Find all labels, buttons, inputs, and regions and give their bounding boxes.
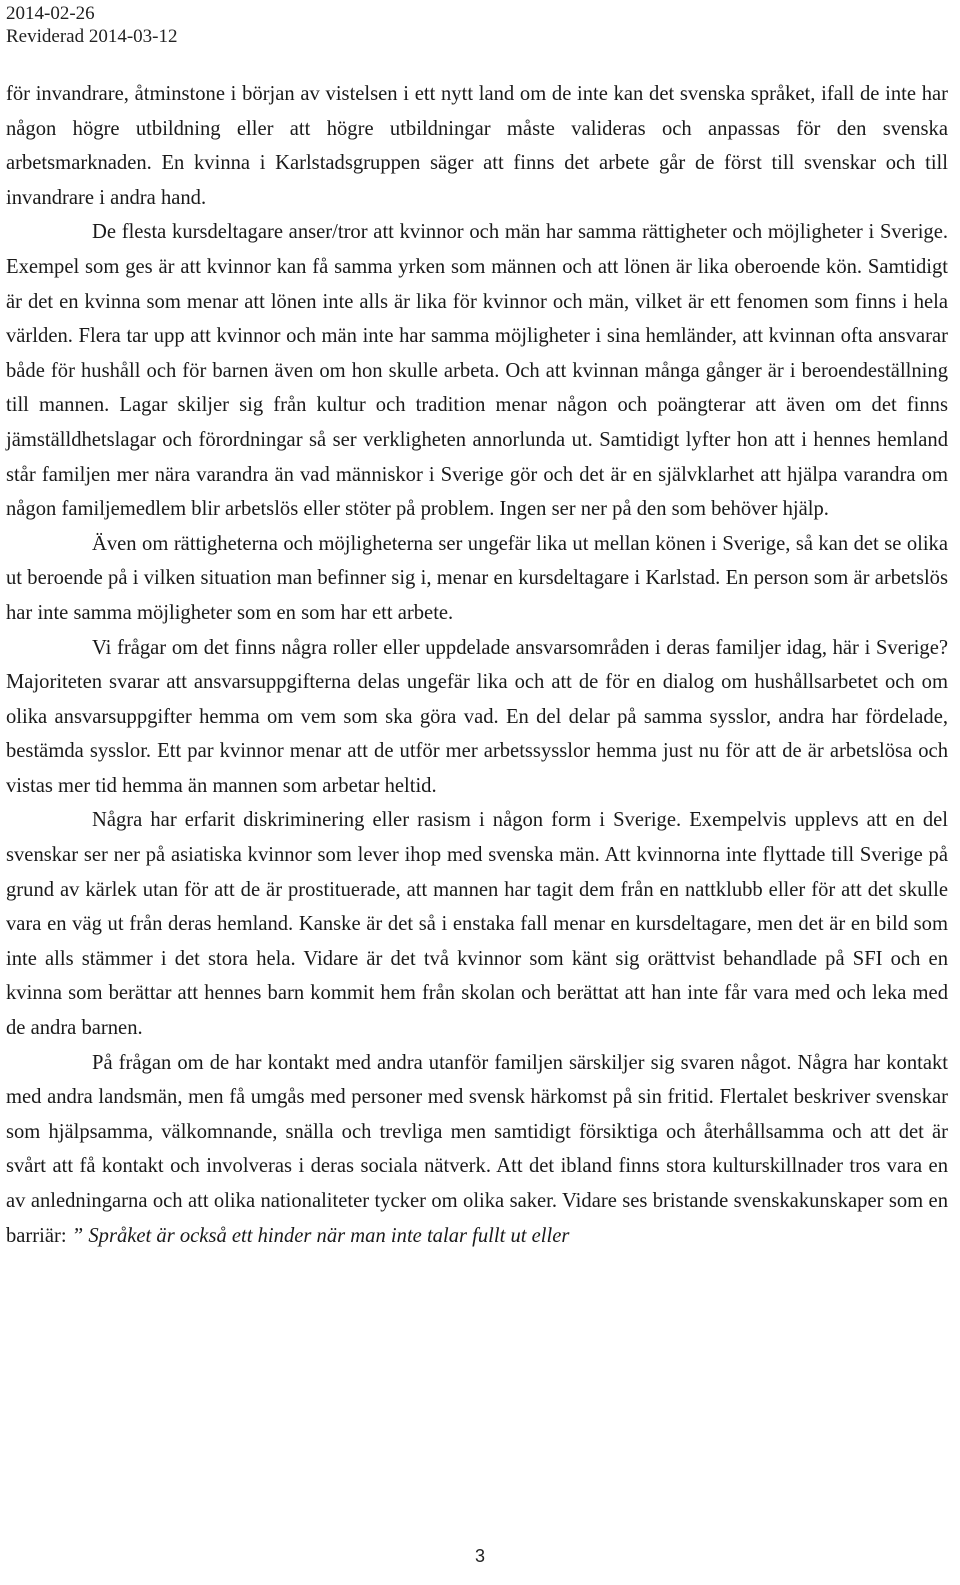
paragraph-continuation: för invandrare, åtminstone i början av vistelsen i ett nytt land om de inte kan det svenska språket, ifall de inte har någon högre utbildning eller att högre utbildningar måste valideras och anpassas för den svenska arbetsmarknaden. En kvinna i Karlstadsgruppen säger att finns det arbete går de först till svenskar och till invandrare i andra hand. xyxy=(6,83,948,209)
document-body xyxy=(6,77,948,1253)
paragraph-contacts-text: På frågan om de har kontakt med andra utanför familjen särskiljer sig svaren något. Några har kontakt med andra landsmän, men få umgås med personer med svensk härkomst på sin fritid. Flertalet beskriver svenskar som hjälpsamma, välkomnande, snälla och trevliga men samtidigt försiktiga och återhållsamma och att det är svårt att få kontakt och involveras i deras sociala nätverk. Att det ibland finns stora kulturskillnader tros vara en av anledningarna och att olika nationaliteter tycker om olika saker. Vidare ses bristande svenskakunskaper som en barriär: xyxy=(6,1051,948,1247)
page-number: 3 xyxy=(474,1546,485,1566)
paragraph-contacts xyxy=(6,1046,948,1254)
paragraph-situation: Även om rättigheterna och möjligheterna ser ungefär lika ut mellan könen i Sverige, så kan det se olika ut beroende på i vilken situation man befinner sig i, menar en kursdeltagare i Karlstad. En person som är arbetslös har inte samma möjligheter som en som har ett arbete. xyxy=(6,532,948,624)
revision-date: Reviderad 2014-03-12 xyxy=(6,26,178,47)
quote-text: ” Språket är också ett hinder när man inte talar fullt ut eller xyxy=(71,1224,570,1247)
page-header xyxy=(6,2,177,48)
paragraph-discrimination: Några har erfarit diskriminering eller rasism i någon form i Sverige. Exempelvis upplevs att en del svenskar ser ner på asiatiska kvinnor som lever ihop med svenska män. Att kvinnorna inte flyttade till Sverige på grund av kärlek utan för att de är prostituerade, att mannen har tagit dem från en nattklubb eller för att det skulle vara en väg ut från deras hemland. Kanske är det så i enstaka fall menar en kursdeltagare, men det är en bild som inte alls stämmer i det stora hela. Vidare är det två kvinnor som känt sig orättvist behandlade på SFI och en kvinna som berättar att hennes barn kommit hem från skolan och berättat att han inte får vara med och leka med de andra barnen. xyxy=(6,809,948,1040)
paragraph-family-roles: Vi frågar om det finns några roller eller uppdelade ansvarsområden i deras familjer idag, här i Sverige? Majoriteten svarar att ansvarsuppgifterna delas ungefär lika och att de för en dialog om hushållsarbetet och om olika ansvarsuppgifter hemma om vem som ska göra vad. En del delar på samma sysslor, andra har fördelade, bestämda sysslor. Ett par kvinnor menar att de utför mer arbetssysslor hemma just nu för att de är arbetslösa och vistas mer tid hemma än mannen som arbetar heltid. xyxy=(6,636,948,797)
paragraph-rights: De flesta kursdeltagare anser/tror att kvinnor och män har samma rättigheter och möjligheter i Sverige. Exempel som ges är att kvinnor kan få samma yrken som männen och att lönen är lika oberoende kön. Samtidigt är det en kvinna som menar att lönen inte alls är lika för kvinnor och män, vilket är ett fenomen som finns i hela världen. Flera tar upp att kvinnor och män inte har samma möjligheter i sina hemländer, att kvinnan ofta ansvarar både för hushåll och för barnen även om hon skulle arbeta. Och att kvinnan många gånger är i beroendeställning till mannen. Lagar skiljer sig från kultur och tradition menar någon och poängterar att även om det finns jämställdhetslagar och förordningar så ser verkligheten annorlunda ut. Samtidigt lyfter hon att i hennes hemland står familjen mer nära varandra än vad människor i Sverige gör och det är en självklarhet att hjälpa varandra om någon familjemedlem blir arbetslös eller stöter på problem. Ingen ser ner på den som behöver hjälp. xyxy=(6,221,948,521)
document-date: 2014-02-26 xyxy=(6,3,95,24)
